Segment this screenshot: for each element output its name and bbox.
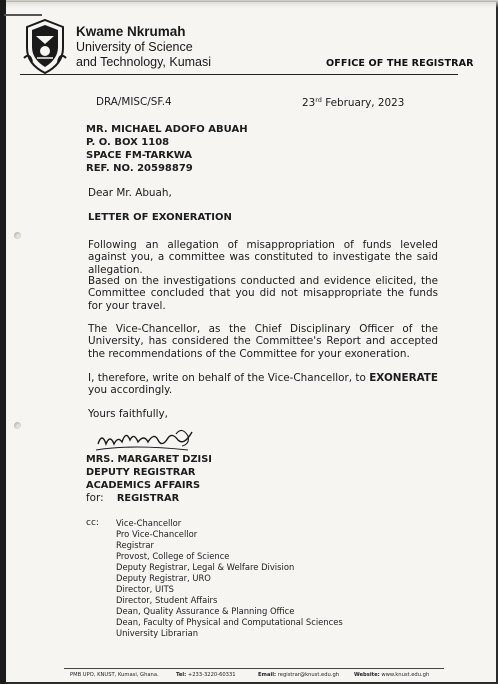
footer-telephone bbox=[176, 672, 236, 678]
cc-item: Deputy Registrar, Legal & Welfare Division bbox=[116, 562, 295, 572]
footer-website-value: www.knust.edu.gh bbox=[381, 672, 430, 678]
signatory-title: DEPUTY REGISTRAR bbox=[86, 467, 196, 478]
header-divider bbox=[20, 74, 458, 75]
page-shadow bbox=[6, 0, 498, 8]
cc-item: Director, Student Affairs bbox=[116, 595, 218, 605]
exonerate-emphasis: EXONERATE bbox=[369, 372, 438, 384]
paragraph-3: The Vice-Chancellor, as the Chief Disciplinary Officer of the University, has considered the Committee's Report and accepted the recommendations of the Committee for your exoneration. bbox=[88, 323, 438, 360]
recipient-name: MR. MICHAEL ADOFO ABUAH bbox=[86, 124, 248, 135]
cc-item: Director, UITS bbox=[116, 584, 174, 594]
cc-item: Registrar bbox=[116, 540, 154, 550]
signatory-name: MRS. MARGARET DZISI bbox=[86, 454, 212, 465]
letter-date bbox=[302, 96, 404, 109]
for-registrar bbox=[86, 492, 179, 504]
paragraph-4-text: I, therefore, write on behalf of the Vice-Chancellor, to bbox=[88, 372, 370, 384]
cc-item: Provost, College of Science bbox=[116, 551, 230, 561]
cc-item: University Librarian bbox=[116, 628, 199, 638]
punch-hole bbox=[14, 422, 21, 429]
office-title: OFFICE OF THE REGISTRAR bbox=[326, 58, 474, 69]
footer-address: PMB UPO, KNUST, Kumasi, Ghana. bbox=[70, 672, 159, 678]
date-day: 23 bbox=[302, 97, 316, 109]
recipient-ref-no: REF. NO. 20598879 bbox=[86, 163, 193, 174]
paragraph-2: Based on the investigations conducted and evidence elicited, the Committee concluded that you did not misappropriate the funds for your travel. bbox=[88, 275, 438, 312]
for-label: for: bbox=[86, 492, 104, 504]
paragraph-4-end: you accordingly. bbox=[88, 384, 173, 397]
university-name-line2: University of Science bbox=[76, 40, 193, 54]
university-name bbox=[76, 24, 211, 70]
date-month-year: February, 2023 bbox=[321, 97, 405, 109]
footer-tel-value: +233-3220-60331 bbox=[187, 672, 236, 678]
signatory-department: ACADEMICS AFFAIRS bbox=[86, 480, 201, 491]
paragraph-1: Following an allegation of misappropriation of funds leveled against you, a committee was constituted to investigate the said allegation. bbox=[88, 239, 438, 276]
university-name-line1: Kwame Nkrumah bbox=[76, 24, 186, 39]
footer-divider bbox=[64, 668, 444, 669]
punch-hole bbox=[14, 232, 21, 239]
letter-subject: LETTER OF EXONERATION bbox=[88, 212, 232, 223]
footer-website-label: Website: bbox=[354, 672, 380, 678]
footer-email-value: registrar@knust.edu.gh bbox=[277, 672, 340, 678]
recipient-box: P. O. BOX 1108 bbox=[86, 137, 170, 148]
cc-label: cc: bbox=[86, 518, 99, 528]
closing: Yours faithfully, bbox=[88, 408, 168, 420]
page-fold-mark bbox=[4, 14, 42, 16]
footer-email-label: Email: bbox=[258, 672, 277, 678]
footer-website bbox=[354, 672, 429, 678]
paragraph-4 bbox=[88, 372, 438, 397]
cc-item: Dean, Quality Assurance & Planning Office bbox=[116, 606, 295, 616]
for-value: REGISTRAR bbox=[116, 493, 180, 504]
university-name-line3: and Technology, Kumasi bbox=[76, 55, 212, 69]
footer-tel-label: Tel: bbox=[176, 672, 187, 678]
reference-number: DRA/MISC/SF.4 bbox=[96, 96, 172, 108]
knust-crest-logo bbox=[22, 18, 68, 76]
date-suffix: rd bbox=[315, 96, 322, 104]
cc-item: Deputy Registrar, URO bbox=[116, 573, 211, 583]
recipient-place: SPACE FM-TARKWA bbox=[86, 150, 193, 161]
cc-item: Vice-Chancellor bbox=[116, 518, 182, 528]
salutation: Dear Mr. Abuah, bbox=[88, 187, 172, 199]
footer-email bbox=[258, 672, 339, 678]
cc-item: Dean, Faculty of Physical and Computational Sciences bbox=[116, 617, 343, 627]
cc-item: Pro Vice-Chancellor bbox=[116, 529, 198, 539]
